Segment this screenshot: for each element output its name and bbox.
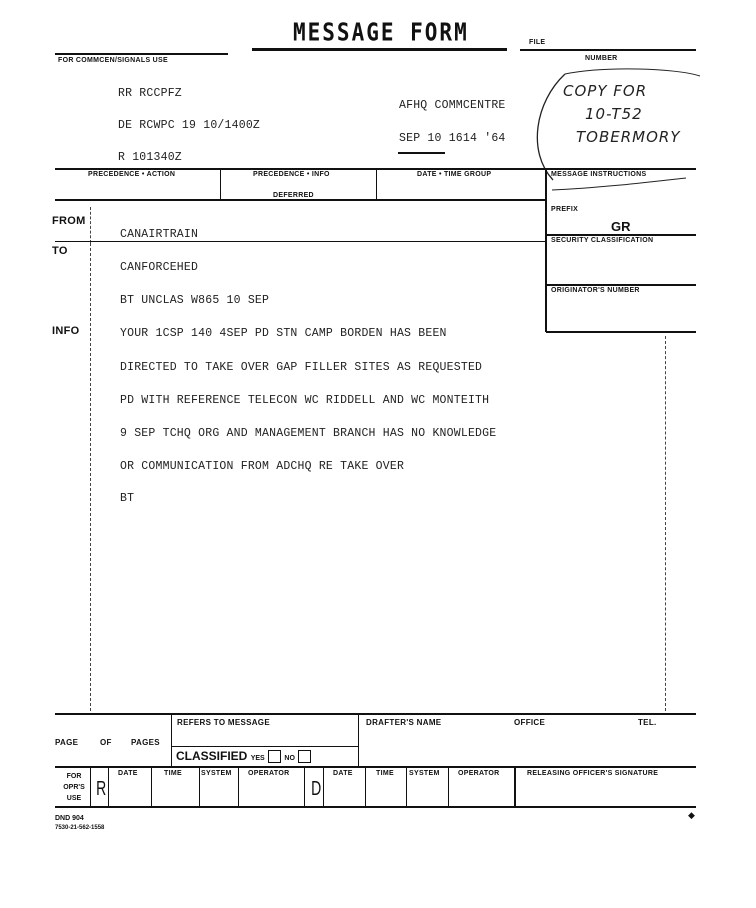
- title-underline: [252, 48, 507, 51]
- system-label-2: SYSTEM: [409, 770, 440, 777]
- form-id: DND 904: [55, 815, 84, 822]
- footer-top-line: [55, 713, 696, 715]
- file-label: FILE: [529, 39, 546, 46]
- classified-row: [176, 749, 311, 763]
- opr-div-7: [365, 767, 366, 807]
- date-label-2: DATE: [333, 770, 353, 777]
- footer-divider-2: [358, 714, 359, 766]
- of-label: OF: [100, 738, 112, 747]
- classified-top-line: [172, 746, 358, 747]
- prec-divider-2: [376, 169, 377, 199]
- message-line: BT: [120, 492, 135, 505]
- d-letter: D: [311, 778, 322, 800]
- prec-divider-1: [220, 169, 221, 199]
- from-label: FROM: [52, 215, 86, 227]
- opr-div-1: [108, 767, 109, 807]
- sidebox-left-border: [545, 169, 547, 332]
- time-label: TIME: [164, 770, 182, 777]
- opr-bottom-line: [55, 806, 696, 808]
- prefix-label: PREFIX: [551, 206, 579, 213]
- for-oprs-use-label: FOR OPR'S USE: [63, 773, 85, 802]
- info-label: INFO: [52, 325, 80, 337]
- message-instructions-label: MESSAGE INSTRUCTIONS: [551, 171, 647, 178]
- system-label: SYSTEM: [201, 770, 232, 777]
- prefix-line: [546, 234, 696, 236]
- office-label: OFFICE: [514, 718, 546, 727]
- message-line: YOUR 1CSP 140 4SEP PD STN CAMP BORDEN HAS BEEN: [120, 327, 447, 340]
- message-line: PD WITH REFERENCE TELECON WC RIDDELL AND WC MONTEITH: [120, 394, 490, 407]
- message-line: OR COMMUNICATION FROM ADCHQ RE TAKE OVER: [120, 460, 405, 473]
- originators-number-label: ORIGINATOR'S NUMBER: [551, 287, 640, 294]
- time-label-2: TIME: [376, 770, 394, 777]
- no-label: NO: [284, 755, 295, 762]
- drafters-name-label: DRAFTER'S NAME: [366, 718, 442, 727]
- station-line: DE RCWPC 19 10/1400Z: [118, 119, 261, 132]
- file-line: [520, 49, 696, 51]
- prefix-value: GR: [611, 219, 631, 234]
- opr-div-3: [199, 767, 200, 807]
- receipt-underline: [398, 152, 445, 154]
- dtg-label: DATE • TIME GROUP: [417, 171, 492, 178]
- time-line: R 101340Z: [118, 151, 182, 164]
- no-checkbox[interactable]: [298, 750, 311, 763]
- to-label: TO: [52, 245, 68, 257]
- handwritten-copy-for: COPY FOR: [563, 82, 648, 100]
- deferred-label: DEFERRED: [273, 192, 314, 199]
- page-label: PAGE: [55, 738, 79, 747]
- footer-divider-1: [171, 714, 172, 766]
- opr-div-8: [406, 767, 407, 807]
- opr-div-5: [304, 767, 305, 807]
- opr-div-4: [238, 767, 239, 807]
- diamond-mark: ◆: [688, 810, 695, 820]
- precedence-action-label: PRECEDENCE • ACTION: [88, 171, 176, 178]
- routing-line: RR RCCPFZ: [118, 87, 182, 100]
- operator-label-2: OPERATOR: [458, 770, 500, 777]
- classified-label: CLASSIFIED: [176, 749, 248, 763]
- body-left-dash: [90, 243, 91, 711]
- form-stock-number: 7530-21-562-1558: [55, 825, 105, 831]
- form-title: MESSAGE FORM: [293, 17, 469, 47]
- yes-checkbox[interactable]: [268, 750, 281, 763]
- number-label: NUMBER: [585, 55, 618, 62]
- operator-label: OPERATOR: [248, 770, 290, 777]
- r-letter: R: [96, 778, 107, 800]
- opr-div-10: [514, 767, 516, 807]
- message-line: BT UNCLAS W865 10 SEP: [120, 294, 270, 307]
- instructions-scribble: [550, 176, 690, 196]
- date-label: DATE: [118, 770, 138, 777]
- opr-div-6: [323, 767, 324, 807]
- to-value: CANFORCEHED: [120, 261, 199, 274]
- commcen-line: [55, 53, 228, 55]
- sidebox-bottom-line: [546, 331, 696, 333]
- from-value: CANAIRTRAIN: [120, 228, 199, 241]
- receipt-datetime: SEP 10 1614 '64: [399, 132, 506, 145]
- opr-div-0: [90, 767, 91, 807]
- tel-label: TEL.: [638, 718, 657, 727]
- security-line: [546, 284, 696, 286]
- refers-to-message-label: REFERS TO MESSAGE: [177, 718, 270, 727]
- body-right-dash: [665, 336, 666, 711]
- from-dash: [90, 207, 91, 243]
- handwritten-office: 10-T52: [585, 105, 643, 123]
- opr-div-9: [448, 767, 449, 807]
- opr-div-2: [151, 767, 152, 807]
- pages-label: PAGES: [131, 738, 160, 747]
- yes-label: YES: [250, 755, 265, 762]
- commcen-label: FOR COMMCEN/SIGNALS USE: [58, 57, 168, 64]
- security-classification-label: SECURITY CLASSIFICATION: [551, 237, 654, 244]
- commcentre-stamp: AFHQ COMMCENTRE: [399, 99, 506, 112]
- from-line: [55, 241, 545, 242]
- handwritten-place: TOBERMORY: [576, 128, 681, 146]
- precedence-bottom-line: [55, 199, 546, 201]
- message-line: DIRECTED TO TAKE OVER GAP FILLER SITES AS REQUESTED: [120, 361, 483, 374]
- releasing-officer-label: RELEASING OFFICER'S SIGNATURE: [527, 770, 659, 777]
- message-line: 9 SEP TCHQ ORG AND MANAGEMENT BRANCH HAS NO KNOWLEDGE: [120, 427, 497, 440]
- precedence-info-label: PRECEDENCE • INFO: [253, 171, 330, 178]
